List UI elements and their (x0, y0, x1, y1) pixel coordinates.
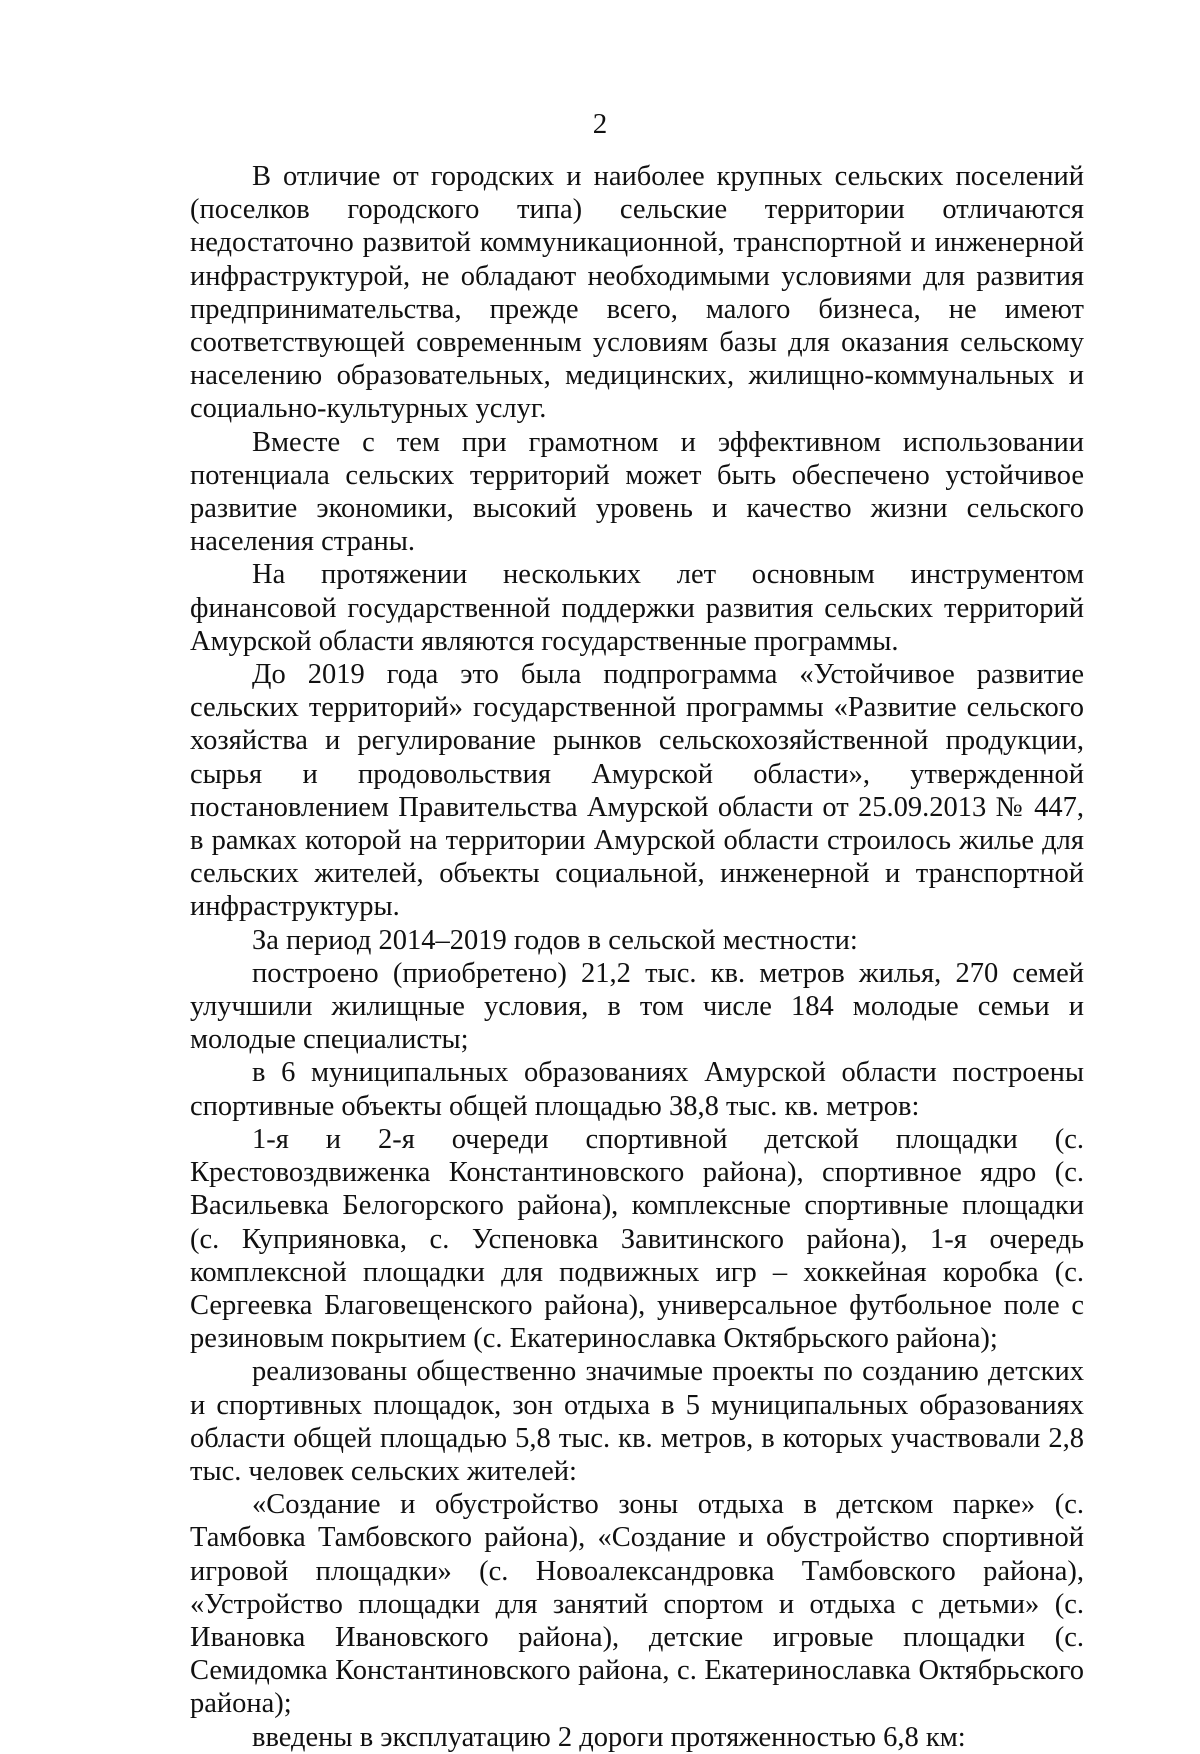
page-number: 2 (592, 108, 608, 140)
list-item: введены в эксплуатацию 2 дороги протяженностью 6,8 км: (252, 1721, 966, 1753)
paragraph: В отличие от городских и наиболее крупных сельских поселений (поселков городского типа) сельские территории отличаются недостаточно развитой коммуникационной, транспортной и инженерной инфраструктурой, не обладают необходимыми условиями для развития предпринимательства, прежде всего, малого бизнеса, не имеют соответствующей современным условиям базы для оказания сельскому населению образовательных, медицинских, жилищно-коммунальных и социально-культурных услуг. (190, 161, 1084, 425)
paragraph: На протяжении нескольких лет основным инструментом финансовой государственной поддержки развития сельских территорий Амурской области являются государственные программы. (190, 559, 1084, 657)
paragraph: Вместе с тем при грамотном и эффективном использовании потенциала сельских территорий может быть обеспечено устойчивое развитие экономики, высокий уровень и качество жизни сельского населения страны. (190, 426, 1084, 558)
list-item: реализованы общественно значимые проекты по созданию детских и спортивных площадок, зон отдыха в 5 муниципальных образованиях области общей площадью 5,8 тыс. кв. метров, в которых участвовали 2,8 тыс. человек сельских жителей: (190, 1356, 1084, 1487)
list-item: в 6 муниципальных образованиях Амурской области построены спортивные объекты общей площадью 38,8 тыс. кв. метров: (190, 1057, 1084, 1122)
paragraph: За период 2014–2019 годов в сельской местности: (252, 924, 858, 956)
list-item: «Создание и обустройство зоны отдыха в детском парке» (с. Тамбовка Тамбовского района), «Создание и обустройство спортивной игровой площадки» (с. Новоалександровка Тамбовского района), «Устройство площадки для занятий спортом и отдыха с детьми» (с. Ивановка Ивановского района), детские игровые площадки (с. Семидомка Константиновского района, с. Екатеринославка Октябрьского района); (190, 1489, 1084, 1720)
list-item: построено (приобретено) 21,2 тыс. кв. метров жилья, 270 семей улучшили жилищные условия, в том числе 184 молодые семьи и молодые специалисты; (190, 957, 1084, 1056)
paragraph: До 2019 года это была подпрограмма «Устойчивое развитие сельских территорий» государственной программы «Развитие сельского хозяйства и регулирование рынков сельскохозяйственной продукции, сырья и продовольствия Амурской области», утвержденной постановлением Правительства Амурской области от 25.09.2013 № 447, в рамках которой на территории Амурской области строилось жилье для сельских жителей, объекты социальной, инженерной и транспортной инфраструктуры. (190, 659, 1084, 923)
list-item: 1-я и 2-я очереди спортивной детской площадки (с. Крестовоздвиженка Константиновского района), спортивное ядро (с. Васильевка Белогорского района), комплексные спортивные площадки (с. Куприяновка, с. Успеновка Завитинского района), 1-я очередь комплексной площадки для подвижных игр – хоккейная коробка (с. Сергеевка Благовещенского района), универсальное футбольное поле с резиновым покрытием (с. Екатеринославка Октябрьского района); (190, 1123, 1084, 1355)
document-body (190, 160, 1084, 1754)
